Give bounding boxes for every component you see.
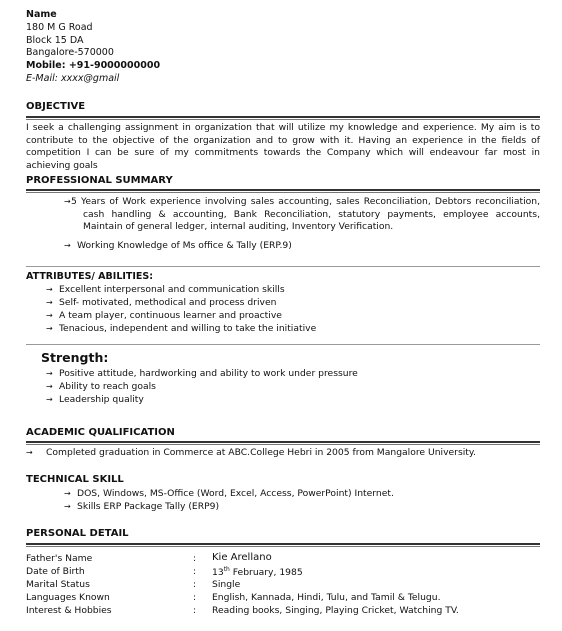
mobile: Mobile: +91-9000000000 — [26, 60, 161, 72]
name: Name — [26, 9, 57, 20]
arrow-icon: → — [64, 241, 71, 250]
attribute-item-3: → A team player, continuous learner and proactive — [46, 310, 282, 321]
technical-heading: TECHNICAL SKILL — [26, 474, 124, 485]
academic-rule — [26, 441, 540, 445]
objective-rule — [26, 116, 540, 120]
arrow-icon: → — [46, 324, 53, 333]
address-line-3: Bangalore-570000 — [26, 47, 114, 59]
strength-item-2: → Ability to reach goals — [46, 381, 156, 392]
objective-text: I seek a challenging assignment in organization that will utilize my knowledge and experience. My aim is to contribute to the objective of the organization and to grow with it. Having an experience in the fields of competition I can be sure of my commitments towards the Company which will endeavour far most in achieving goals — [26, 122, 540, 171]
attributes-divider — [26, 344, 540, 345]
arrow-icon: → — [64, 502, 71, 511]
strength-heading: Strength: — [41, 350, 109, 365]
summary-item-2-line — [64, 240, 292, 252]
arrow-icon: → — [46, 382, 53, 391]
summary-item-2: Working Knowledge of Ms office & Tally (ERP.9) — [77, 240, 292, 251]
strength-item-3: → Leadership quality — [46, 394, 144, 405]
arrow-icon: → — [46, 311, 53, 320]
academic-heading: ACADEMIC QUALIFICATION — [26, 427, 175, 438]
academic-item: → Completed graduation in Commerce at ABC.College Hebri in 2005 from Mangalore University. — [26, 447, 476, 458]
objective-heading: OBJECTIVE — [26, 101, 86, 112]
attribute-item-1: → Excellent interpersonal and communication skills — [46, 284, 285, 295]
summary-divider — [26, 266, 540, 267]
summary-item-1: 5 Years of Work experience involving sales accounting, sales Reconciliation, Debtors reconciliation, cash handling & accounting, Bank Reconciliation, statutory payments, employee accounts, Maintain of general ledger, internal auditing, Inventory Verification. — [71, 196, 540, 232]
arrow-icon: → — [64, 489, 71, 498]
attribute-item-2: → Self- motivated, methodical and process driven — [46, 297, 277, 308]
arrow-icon: → — [64, 197, 71, 206]
personal-heading: PERSONAL DETAIL — [26, 528, 129, 539]
attributes-heading: ATTRIBUTES/ ABILITIES: — [26, 271, 154, 282]
strength-item-1: → Positive attitude, hardworking and ability to work under pressure — [46, 368, 358, 379]
arrow-icon: → — [46, 369, 53, 378]
attribute-item-4: → Tenacious, independent and willing to take the initiative — [46, 323, 317, 334]
address-line-1: 180 M G Road — [26, 21, 93, 33]
address-line-2: Block 15 DA — [26, 34, 84, 46]
arrow-icon: → — [46, 395, 53, 404]
personal-rule — [26, 543, 540, 547]
arrow-icon: → — [46, 298, 53, 307]
email: E-Mail: xxxx@gmail — [26, 72, 120, 84]
arrow-icon: → — [46, 285, 53, 294]
summary-heading: PROFESSIONAL SUMMARY — [26, 175, 173, 186]
arrow-icon: → — [26, 448, 33, 457]
summary-rule — [26, 189, 540, 193]
technical-item-2: → Skills ERP Package Tally (ERP9) — [64, 501, 220, 512]
technical-item-1: → DOS, Windows, MS-Office (Word, Excel, Access, PowerPoint) Internet. — [64, 488, 394, 499]
contact-header — [26, 9, 160, 86]
